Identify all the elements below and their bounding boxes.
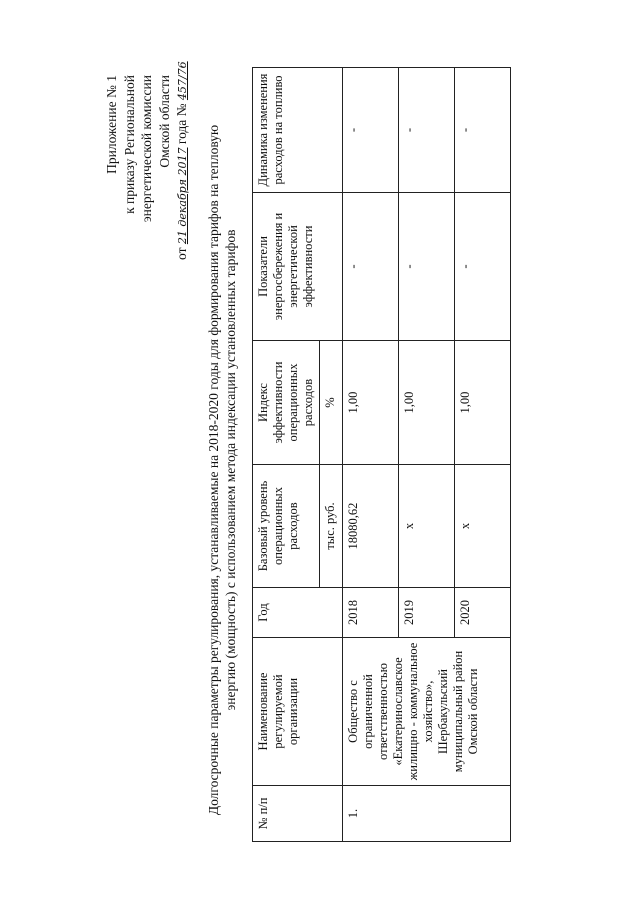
annex-line-1: Приложение № 1 <box>104 75 119 174</box>
annex-line-2: к приказу Региональной <box>121 75 137 214</box>
table-row <box>343 68 399 842</box>
table-header-row <box>253 68 320 842</box>
year-cell: 2018 <box>343 588 399 638</box>
annex-year-label: года № <box>174 103 189 145</box>
handwritten-date: 21 декабря 2017 <box>176 147 189 245</box>
index-cell: 1,00 <box>399 341 455 465</box>
header-base: Базовый уровень операционных расходов <box>253 465 320 588</box>
energy-cell: - <box>399 193 455 341</box>
energy-cell: - <box>455 193 511 341</box>
annex-line-5 <box>173 61 192 260</box>
base-cell: х <box>455 465 511 588</box>
handwritten-number: 457/76 <box>176 61 189 101</box>
index-cell: 1,00 <box>343 341 399 465</box>
header-fuel: Динамика изменения расходов на топливо <box>253 68 343 193</box>
header-year: Год <box>253 588 343 638</box>
document-title <box>205 70 239 870</box>
header-energy: Показатели энергосбережения и энергетической эффективности <box>253 193 343 341</box>
fuel-cell: - <box>343 68 399 193</box>
annex-line-3: энергетической комиссии <box>139 75 154 223</box>
header-org: Наименование регулируемой организации <box>253 638 343 786</box>
fuel-cell: - <box>399 68 455 193</box>
title-line-1: Долгосрочные параметры регулирования, устанавливаемые на 2018-2020 годы для формирования тарифов на тепловую <box>206 124 221 816</box>
title-line-2: энергию (мощность) с использованием метода индексации установленных тарифов <box>223 229 238 711</box>
base-cell: 18080,62 <box>343 465 399 588</box>
year-cell: 2020 <box>455 588 511 638</box>
parameters-table <box>252 67 511 842</box>
unit-index: % <box>320 341 343 465</box>
annex-line-4: Омской области <box>156 75 172 168</box>
annex-from-label: от <box>174 247 189 260</box>
fuel-cell: - <box>455 68 511 193</box>
base-cell: х <box>399 465 455 588</box>
index-cell: 1,00 <box>455 341 511 465</box>
header-num: № п/п <box>253 786 343 842</box>
unit-base: тыс. руб. <box>320 465 343 588</box>
year-cell: 2019 <box>399 588 455 638</box>
energy-cell: - <box>343 193 399 341</box>
annex-block <box>103 61 192 260</box>
rotated-content <box>100 61 520 870</box>
organization-name: Общество с ограниченной ответственностью «Екатеринославское жилищно - коммунальное хозяйство», Шербакульский муниципальный район Омской области <box>343 638 511 786</box>
header-index: Индекс эффективности операционных расходов <box>253 341 320 465</box>
row-number: 1. <box>343 786 511 842</box>
